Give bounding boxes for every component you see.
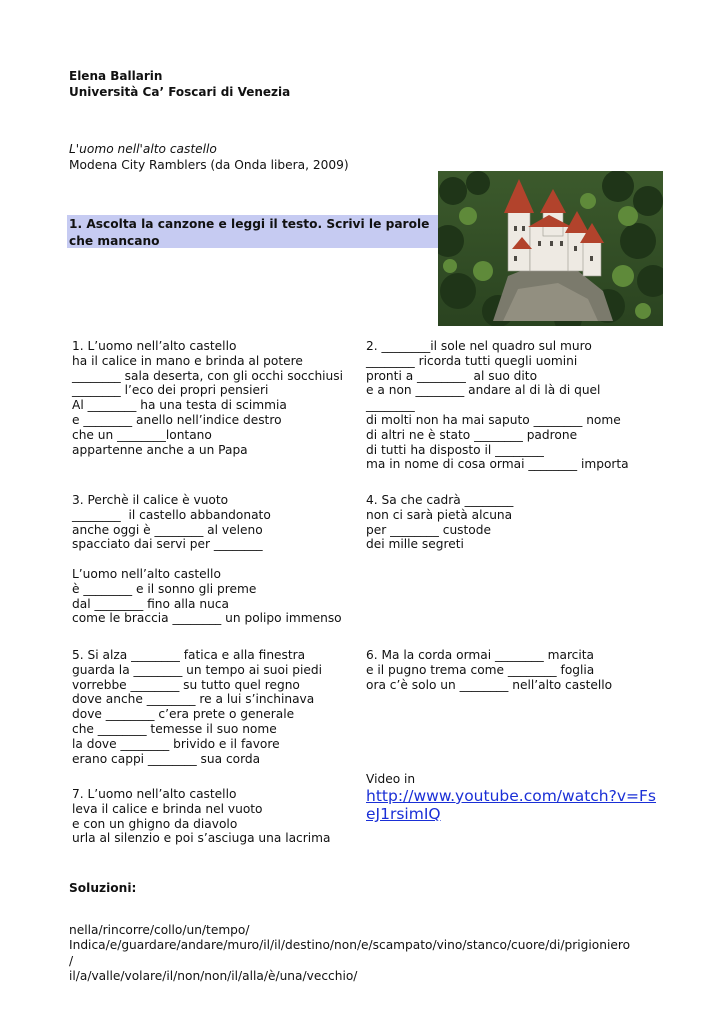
solutions-line: nella/rincorre/collo/un/tempo/ bbox=[69, 923, 250, 937]
stanza-line: guarda la ________ un tempo ai suoi piedi bbox=[72, 662, 322, 677]
stanza-line: urla al silenzio e poi s’asciuga una lacrima bbox=[72, 831, 331, 846]
video-reference bbox=[366, 772, 656, 823]
castle-photo bbox=[438, 171, 663, 326]
stanza-line: vorrebbe ________ su tutto quel regno bbox=[72, 677, 300, 692]
stanza-line: spacciato dai servi per ________ bbox=[72, 537, 263, 552]
stanza-line: ________ ricorda tutti quegli uomini bbox=[366, 353, 578, 368]
stanza-line: la dove ________ brivido e il favore bbox=[72, 736, 280, 751]
stanza-line: 6. Ma la corda ormai ________ marcita bbox=[366, 648, 595, 662]
exercise-instruction bbox=[67, 215, 438, 248]
exercise-line-2: che mancano bbox=[69, 234, 160, 249]
stanza-line: 5. Si alza ________ fatica e alla finestra bbox=[72, 648, 306, 662]
stanza-3 bbox=[72, 493, 342, 626]
solutions-line: Indica/e/guardare/andare/muro/il/il/destino/non/e/scampato/vino/stanco/cuore/di/prigioniero bbox=[69, 938, 631, 953]
video-label: Video in bbox=[366, 772, 416, 786]
solutions-line: / bbox=[69, 953, 74, 968]
author-name: Elena Ballarin bbox=[69, 69, 163, 83]
stanza-line: è ________ e il sonno gli preme bbox=[72, 581, 257, 596]
stanza-line: di altri ne è stato ________ padrone bbox=[366, 427, 578, 442]
stanza-line: di molti non ha mai saputo ________ nome bbox=[366, 412, 621, 427]
stanza-1 bbox=[72, 339, 343, 457]
stanza-line: 3. Perchè il calice è vuoto bbox=[72, 493, 229, 507]
stanza-line: e ________ anello nell’indice destro bbox=[72, 412, 282, 427]
song-title: L'uomo nell'alto castello bbox=[69, 142, 217, 156]
stanza-line: ________ sala deserta, con gli occhi socchiusi bbox=[72, 368, 344, 383]
video-link-line-2[interactable]: eJ1rsimIQ bbox=[366, 805, 441, 823]
solutions-line: il/a/valle/volare/il/non/non/il/alla/è/una/vecchio/ bbox=[69, 968, 358, 983]
stanza-4 bbox=[366, 493, 513, 552]
song-info bbox=[69, 142, 349, 173]
stanza-line: ________ l’eco dei propri pensieri bbox=[72, 383, 269, 398]
video-link-line-1[interactable]: http://www.youtube.com/watch?v=Fs bbox=[366, 787, 657, 805]
stanza-line: 1. L’uomo nell’alto castello bbox=[72, 339, 237, 353]
stanza-line: 7. L’uomo nell’alto castello bbox=[72, 787, 237, 801]
stanza-line: ora c’è solo un ________ nell’alto castello bbox=[366, 677, 613, 692]
stanza-line: di tutti ha disposto il ________ bbox=[366, 442, 544, 457]
stanza-line: ma in nome di cosa ormai ________ importa bbox=[366, 457, 629, 472]
stanza-line: e con un ghigno da diavolo bbox=[72, 816, 238, 831]
stanza-5 bbox=[72, 648, 322, 766]
stanza-line: come le braccia ________ un polipo immenso bbox=[72, 611, 342, 626]
stanza-line: dei mille segreti bbox=[366, 537, 464, 552]
stanza-line: Al ________ ha una testa di scimmia bbox=[72, 398, 287, 413]
stanza-line: dove ________ c’era prete o generale bbox=[72, 707, 295, 722]
stanza-line: per ________ custode bbox=[366, 522, 491, 537]
stanza-line: dal ________ fino alla nuca bbox=[72, 596, 230, 611]
stanza-line: che un ________lontano bbox=[72, 427, 212, 442]
stanza-line: ________ il castello abbandonato bbox=[72, 507, 271, 522]
solutions-text bbox=[69, 923, 630, 984]
solutions-title: Soluzioni: bbox=[69, 881, 137, 895]
stanza-line: e a non ________ andare al di là di quel bbox=[366, 383, 601, 398]
stanza-line: appartenne anche a un Papa bbox=[72, 442, 248, 457]
stanza-line: leva il calice e brinda nel vuoto bbox=[72, 801, 263, 816]
stanza-line: erano cappi ________ sua corda bbox=[72, 751, 261, 766]
song-artist: Modena City Ramblers (da Onda libera, 2009) bbox=[69, 157, 349, 172]
stanza-line: anche oggi è ________ al veleno bbox=[72, 522, 263, 537]
stanza-line: che ________ temesse il suo nome bbox=[72, 721, 277, 736]
stanza-line: ________ bbox=[366, 398, 415, 413]
stanza-line: L’uomo nell’alto castello bbox=[72, 566, 221, 581]
stanza-7 bbox=[72, 787, 331, 846]
stanza-6 bbox=[366, 648, 612, 692]
video-link[interactable] bbox=[366, 787, 656, 823]
stanza-line: 4. Sa che cadrà ________ bbox=[366, 493, 514, 507]
stanza-line bbox=[72, 552, 342, 567]
stanza-line: 2. ________il sole nel quadro sul muro bbox=[366, 339, 592, 353]
author-block bbox=[69, 69, 290, 100]
stanza-line: e il pugno trema come ________ foglia bbox=[366, 662, 595, 677]
stanza-line: ha il calice in mano e brinda al potere bbox=[72, 353, 303, 368]
author-affiliation: Università Ca’ Foscari di Venezia bbox=[69, 84, 291, 99]
stanza-line: pronti a ________ al suo dito bbox=[366, 368, 538, 383]
stanza-line: dove anche ________ re a lui s’inchinava bbox=[72, 692, 315, 707]
stanza-2 bbox=[366, 339, 629, 472]
stanza-line: non ci sarà pietà alcuna bbox=[366, 507, 513, 522]
exercise-line-1: 1. Ascolta la canzone e leggi il testo. Scrivi le parole bbox=[69, 217, 430, 231]
